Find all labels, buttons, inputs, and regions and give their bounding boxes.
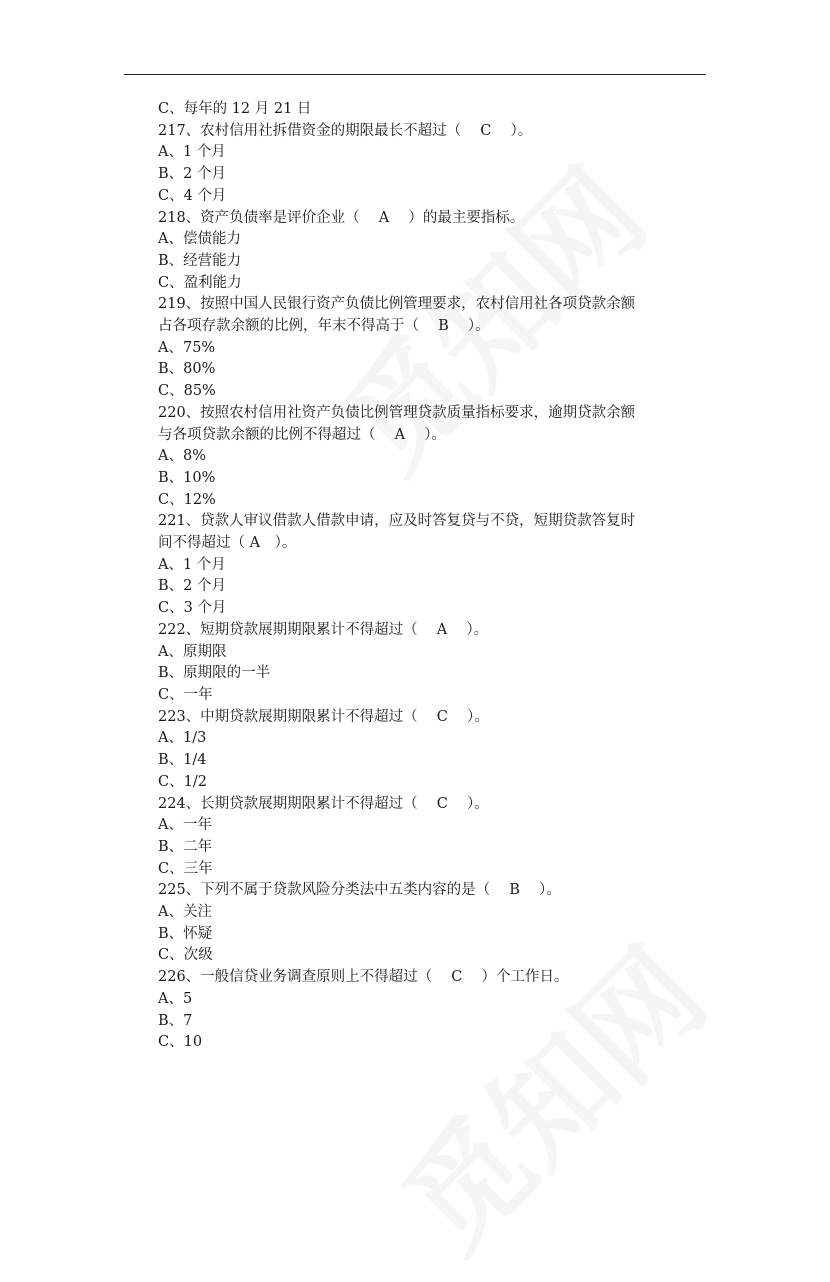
header-rule bbox=[124, 74, 706, 75]
text-line: B、2 个月 bbox=[158, 578, 226, 595]
text-line: C、10 bbox=[158, 1034, 203, 1051]
text-line: 222、短期贷款展期期限累计不得超过（ A ）。 bbox=[158, 621, 489, 638]
text-line: C、每年的 12 月 21 日 bbox=[158, 101, 312, 117]
text-line: C、次级 bbox=[158, 947, 213, 964]
text-line: 226、一般信贷业务调查原则上不得超过（ C ）个工作日。 bbox=[158, 969, 569, 986]
text-line: 217、农村信用社拆借资金的期限最长不超过（ C ）。 bbox=[158, 122, 533, 139]
text-line: A、偿债能力 bbox=[158, 231, 241, 248]
text-line: A、1/3 bbox=[158, 730, 207, 747]
text-line: B、怀疑 bbox=[158, 925, 213, 942]
text-line: B、2 个月 bbox=[158, 166, 226, 183]
text-line: 219、按照中国人民银行资产负债比例管理要求，农村信用社各项贷款余额 bbox=[158, 296, 636, 313]
text-line: 占各项存款余额的比例，年末不得高于（ B ）。 bbox=[158, 318, 490, 335]
text-line: B、原期限的一半 bbox=[158, 665, 271, 682]
text-line: C、85% bbox=[158, 383, 216, 400]
text-line: A、5 bbox=[158, 990, 193, 1007]
text-line: A、75% bbox=[158, 339, 216, 356]
text-line: A、1 个月 bbox=[158, 144, 226, 161]
text-line: C、4 个月 bbox=[158, 187, 227, 204]
text-line: 225、下列不属于贷款风险分类法中五类内容的是（ B ）。 bbox=[158, 882, 561, 899]
text-line: C、1/2 bbox=[158, 773, 207, 790]
text-line: B、经营能力 bbox=[158, 252, 242, 269]
text-line: A、原期限 bbox=[158, 643, 227, 660]
text-line: A、关注 bbox=[158, 904, 212, 921]
document-body bbox=[158, 99, 718, 1054]
text-line: 与各项贷款余额的比例不得超过（ A ）。 bbox=[158, 426, 446, 443]
text-line: B、7 bbox=[158, 1012, 193, 1029]
text-line: 223、中期贷款展期期限累计不得超过（ C ）。 bbox=[158, 708, 489, 725]
text-line: 221、贷款人审议借款人借款申请，应及时答复贷与不贷，短期贷款答复时 bbox=[158, 513, 636, 530]
text-line: 224、长期贷款展期期限累计不得超过（ C ）。 bbox=[158, 795, 489, 812]
text-line: C、三年 bbox=[158, 860, 213, 877]
text-line: C、12% bbox=[158, 491, 216, 508]
text-line: B、10% bbox=[158, 469, 216, 486]
text-line: A、8% bbox=[158, 448, 206, 465]
text-line: B、1/4 bbox=[158, 752, 207, 769]
text-line: 218、资产负债率是评价企业（ A ）的最主要指标。 bbox=[158, 209, 525, 226]
text-line: C、盈利能力 bbox=[158, 274, 242, 291]
text-line: C、一年 bbox=[158, 686, 213, 703]
text-line: A、1 个月 bbox=[158, 556, 226, 573]
text-line: 220、按照农村信用社资产负债比例管理贷款质量指标要求，逾期贷款余额 bbox=[158, 404, 636, 421]
text-line: B、80% bbox=[158, 361, 216, 378]
text-line: C、3 个月 bbox=[158, 600, 227, 617]
text-line: A、一年 bbox=[158, 817, 212, 834]
text-line: 间不得超过（ A ）。 bbox=[158, 535, 297, 552]
text-line: B、二年 bbox=[158, 838, 213, 855]
